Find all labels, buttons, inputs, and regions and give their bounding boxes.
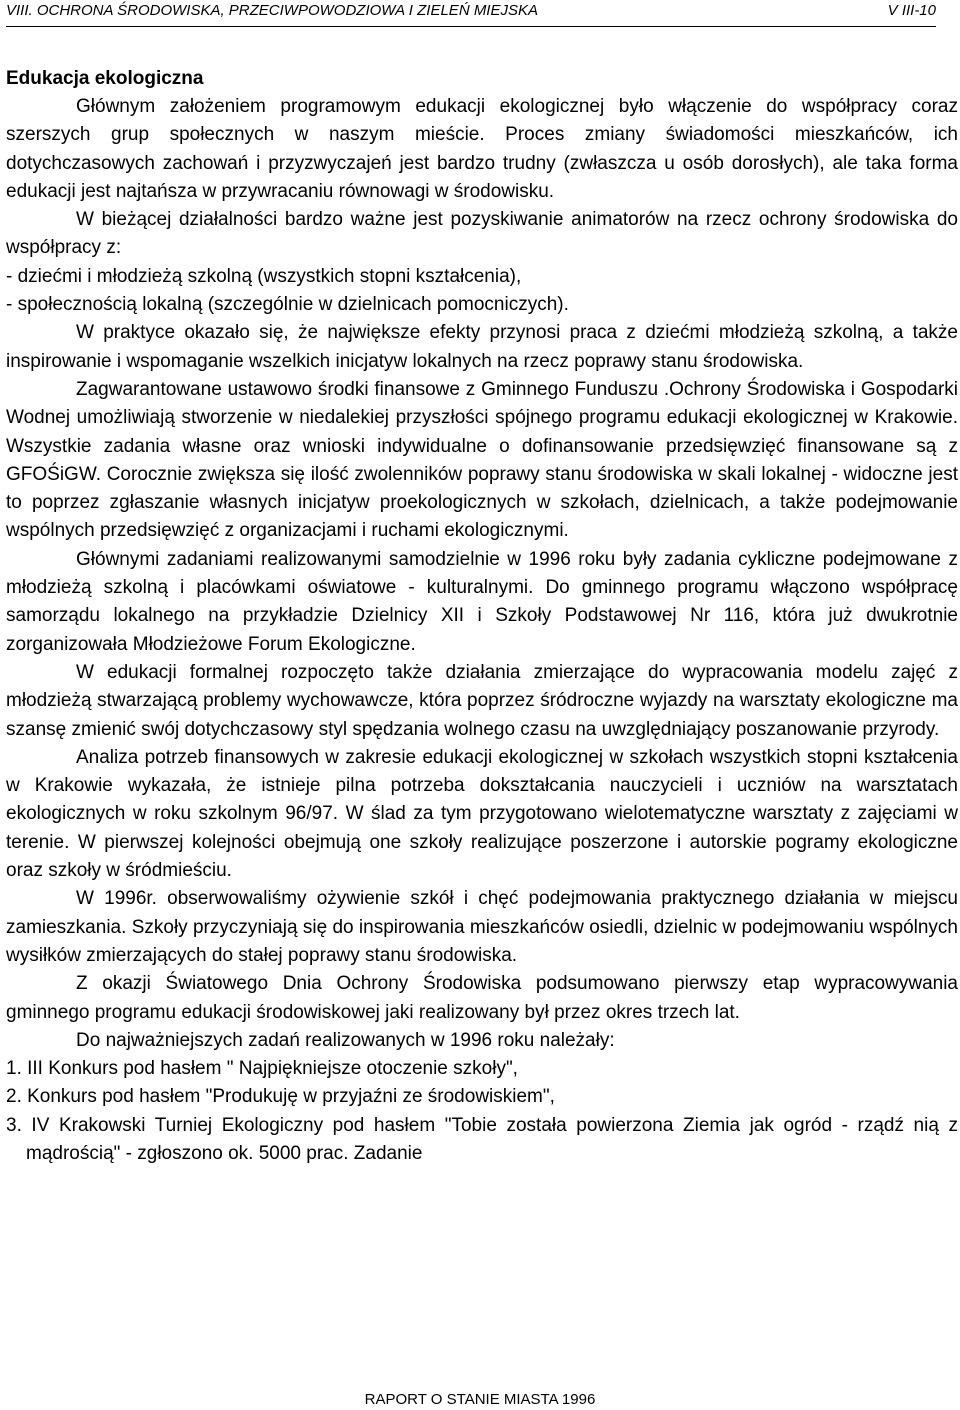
bullet-item: - społecznością lokalną (szczególnie w dzielnicach pomocniczych).	[6, 294, 569, 316]
section-title: Edukacja ekologiczna	[6, 68, 204, 89]
paragraph: Głównym założeniem programowym edukacji ekologicznej było włączenie do współpracy coraz szerszych grup społecznych w naszym mieście. Proces zmiany świadomości mieszkańców, ich dotychczasowych zachowań i przyzwyczajeń jest bardzo trudny (zwłaszcza u osób dorosłych), ale taka forma edukacji jest najtańsza w przywracaniu równowagi w środowisku.	[6, 96, 958, 202]
running-header	[6, 0, 936, 27]
bullet-item: - dziećmi i młodzieżą szkolną (wszystkich stopni kształcenia),	[6, 265, 522, 287]
paragraph: W praktyce okazało się, że największe efekty przynosi praca z dziećmi młodzieżą szkolną, a także inspirowanie i wspomaganie wszelkich inicjatyw lokalnych na rzecz poprawy stanu środowiska.	[6, 322, 958, 372]
paragraph: Głównymi zadaniami realizowanymi samodzielnie w 1996 roku były zadania cykliczne podejmowane z młodzieżą szkolną i placówkami oświatowe - kulturalnymi. Do gminnego programu włączono współpracę samorządu lokalnego na przykładzie Dzielnicy XII i Szkoły Podstawowej Nr 116, która już dwukrotnie zorganizowała Młodzieżowe Forum Ekologiczne.	[6, 548, 958, 655]
list-item: 1. III Konkurs pod hasłem " Najpiękniejsze otoczenie szkoły",	[6, 1058, 518, 1080]
paragraph: Do najważniejszych zadań realizowanych w 1996 roku należały:	[76, 1029, 615, 1051]
paragraph: W 1996r. obserwowaliśmy ożywienie szkół i chęć podejmowania praktycznego działania w miejscu zamieszkania. Szkoły przyczyniają się do inspirowania mieszkańców osiedli, dzielnic w podejmowaniu wspólnych wysiłków zmierzających do stałej poprawy stanu środowiska.	[6, 888, 958, 966]
paragraph: W bieżącej działalności bardzo ważne jest pozyskiwanie animatorów na rzecz ochrony środowiska do współpracy z:	[6, 209, 958, 259]
paragraph: Zagwarantowane ustawowo środki finansowe z Gminnego Funduszu .Ochrony Środowiska i Gospodarki Wodnej umożliwiają stworzenie w niedalekiej przyszłości spójnego programu edukacji ekologicznej w Krakowie. Wszystkie zadania własne oraz wnioski indywidualne o dofinansowanie przedsięwzięć finansowane są z GFOŚiGW. Corocznie zwiększa się ilość zwolenników poprawy stanu środowiska w skali lokalnej - widoczne jest to poprzez zgłaszanie własnych inicjatyw proekologicznych w szkołach, dzielnicach, a także podejmowanie wspólnych przedsięwzięć z organizacjami i ruchami ekologicznymi.	[6, 378, 958, 542]
header-page-number: V III-10	[887, 2, 936, 19]
page-footer: RAPORT O STANIE MIASTA 1996	[364, 1391, 596, 1408]
list-item: 2. Konkurs pod hasłem "Produkuję w przyjaźni ze środowiskiem",	[6, 1086, 555, 1108]
header-chapter-title: VIII. OCHRONA ŚRODOWISKA, PRZECIWPOWODZIOWA I ZIELEŃ MIEJSKA	[6, 2, 538, 19]
paragraph: Z okazji Światowego Dnia Ochrony Środowiska podsumowano pierwszy etap wypracowywania gminnego programu edukacji środowiskowej jaki realizowany był przez okres trzech lat.	[6, 973, 958, 1023]
list-item: 3. IV Krakowski Turniej Ekologiczny pod hasłem "Tobie została powierzona Ziemia jak ogród - rządź nią z mądrością" - zgłoszono ok. 5000 prac. Zadanie	[6, 1114, 958, 1164]
paragraph: W edukacji formalnej rozpoczęto także działania zmierzające do wypracowania modelu zajęć z młodzieżą stwarzającą problemy wychowawcze, która poprzez śródroczne wyjazdy na warsztaty ekologiczne ma szansę zmienić swój dotychczasowy styl spędzania wolnego czasu na uwzględniający poszanowanie przyrody.	[6, 661, 958, 740]
document-body	[6, 93, 958, 1168]
paragraph: Analiza potrzeb finansowych w zakresie edukacji ekologicznej w szkołach wszystkich stopni kształcenia w Krakowie wykazała, że istnieje pilna potrzeba dokształcania nauczycieli i uczniów na warsztatach ekologicznych w roku szkolnym 96/97. W ślad za tym przygotowano wielotematyczne warsztaty z zajęciami w terenie. W pierwszej kolejności obejmują one szkoły realizujące poszerzone i autorskie pogramy ekologiczne oraz szkoły w śródmieściu.	[6, 746, 958, 882]
